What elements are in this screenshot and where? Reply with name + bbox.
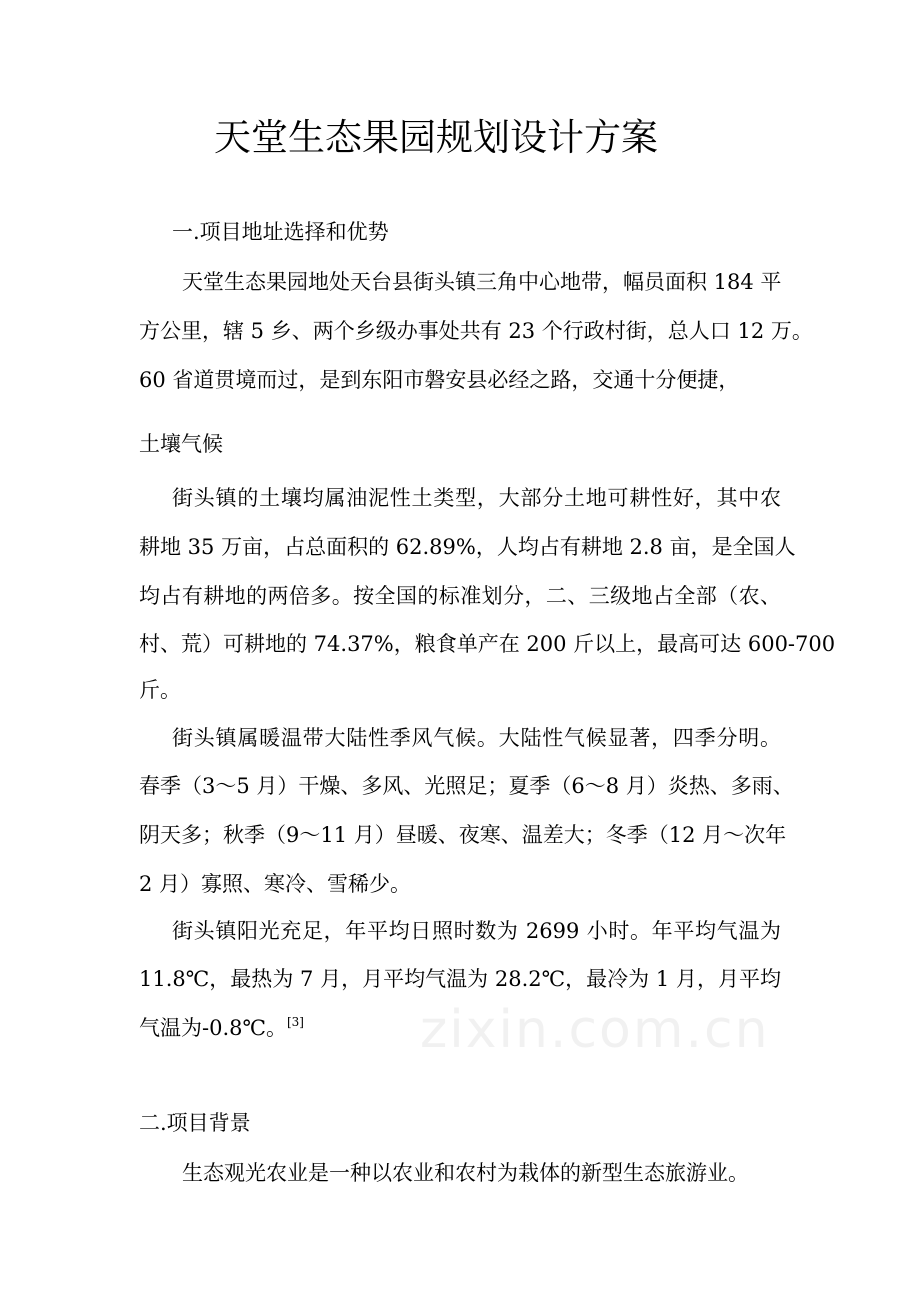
section-heading-background: 二.项目背景 — [139, 1111, 251, 1135]
intro-line-3: 60 省道贯境而过，是到东阳市磐安县必经之路，交通十分便捷， — [139, 368, 740, 392]
section-heading-site: 一.项目地址选择和优势 — [172, 220, 389, 244]
intro-line-1: 天堂生态果园地处天台县街头镇三角中心地带，幅员面积 184 平 — [182, 270, 782, 294]
intro-line-2: 方公里，辖 5 乡、两个乡级办事处共有 23 个行政村街，总人口 12 万。 — [139, 319, 813, 343]
soil-line-5: 斤。 — [139, 678, 181, 702]
background-line-1: 生态观光农业是一种以农业和农村为栽体的新型生态旅游业。 — [182, 1161, 749, 1185]
watermark-text: zixin.com.cn — [420, 1000, 770, 1060]
soil-line-4: 村、荒）可耕地的 74.37%，粮食单产在 200 斤以上，最高可达 600-700 — [139, 632, 836, 656]
climate-line-3: 阴天多；秋季（9～11 月）昼暖、夜寒、温差大；冬季（12 月～次年 — [139, 823, 787, 847]
citation-marker: [3] — [286, 1015, 304, 1029]
soil-line-2: 耕地 35 万亩，占总面积的 62.89%，人均占有耕地 2.8 亩，是全国人 — [139, 535, 796, 559]
climate-line-4: 2 月）寡照、寒冷、雪稀少。 — [139, 872, 412, 896]
sunshine-line-1: 街头镇阳光充足，年平均日照时数为 2699 小时。年平均气温为 — [172, 919, 781, 943]
sunshine-line-3 — [139, 1013, 304, 1043]
soil-line-1: 街头镇的土壤均属油泥性土类型，大部分土地可耕性好，其中农 — [172, 486, 781, 510]
climate-line-1: 街头镇属暖温带大陆性季风气候。大陆性气候显著，四季分明。 — [172, 726, 781, 750]
soil-line-3: 均占有耕地的两倍多。按全国的标准划分，二、三级地占全部（农、 — [139, 584, 781, 608]
subheading-soil-climate: 土壤气候 — [139, 432, 223, 456]
document-title: 天堂生态果园规划设计方案 — [214, 116, 658, 159]
climate-line-2: 春季（3～5 月）干燥、多风、光照足；夏季（6～8 月）炎热、多雨、 — [139, 774, 794, 798]
sunshine-line-2: 11.8℃，最热为 7 月，月平均气温为 28.2℃，最冷为 1 月，月平均 — [139, 967, 781, 991]
sunshine-line-3-text: 气温为-0.8℃。 — [139, 1016, 287, 1040]
